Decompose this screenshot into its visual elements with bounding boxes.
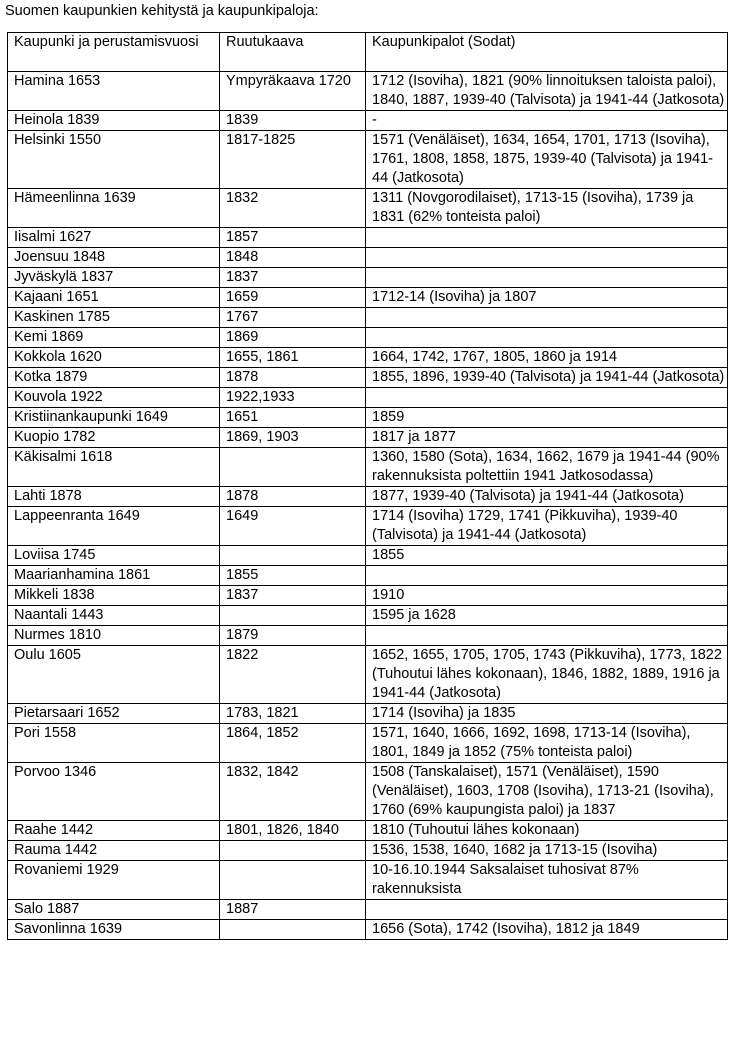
table-row xyxy=(8,626,728,646)
fires-cell: 1571, 1640, 1666, 1692, 1698, 1713-14 (Isoviha), 1801, 1849 ja 1852 (75% tonteista paloi) xyxy=(366,724,728,763)
fires-cell xyxy=(366,228,728,248)
fires-cell: 1714 (Isoviha) 1729, 1741 (Pikkuviha), 1939-40 (Talvisota) ja 1941-44 (Jatkosota) xyxy=(366,507,728,546)
city-cell: Lappeenranta 1649 xyxy=(8,507,220,546)
fires-cell: 1859 xyxy=(366,408,728,428)
fires-cell: 1664, 1742, 1767, 1805, 1860 ja 1914 xyxy=(366,348,728,368)
city-cell: Jyväskylä 1837 xyxy=(8,268,220,288)
fires-cell: 1508 (Tanskalaiset), 1571 (Venäläiset), 1590 (Venäläiset), 1603, 1708 (Isoviha), 1713-21 (Isoviha), 1760 (69% kaupungista paloi) ja 1837 xyxy=(366,763,728,821)
city-cell: Iisalmi 1627 xyxy=(8,228,220,248)
fires-cell xyxy=(366,900,728,920)
fires-cell: 1910 xyxy=(366,586,728,606)
fires-cell: 1714 (Isoviha) ja 1835 xyxy=(366,704,728,724)
grid-plan-cell: 1837 xyxy=(220,268,366,288)
column-header-fires: Kaupunkipalot (Sodat) xyxy=(366,33,728,72)
grid-plan-cell: 1837 xyxy=(220,586,366,606)
table-row xyxy=(8,900,728,920)
city-history-table xyxy=(7,32,728,940)
fires-cell: 1855, 1896, 1939-40 (Talvisota) ja 1941-44 (Jatkosota) xyxy=(366,368,728,388)
table-row xyxy=(8,328,728,348)
city-cell: Heinola 1839 xyxy=(8,111,220,131)
grid-plan-cell: 1869 xyxy=(220,328,366,348)
table-row xyxy=(8,72,728,111)
fires-cell: 1360, 1580 (Sota), 1634, 1662, 1679 ja 1941-44 (90% rakennuksista poltettiin 1941 Jatkosodassa) xyxy=(366,448,728,487)
column-header-grid-plan: Ruutukaava xyxy=(220,33,366,72)
city-cell: Kuopio 1782 xyxy=(8,428,220,448)
column-header-city: Kaupunki ja perustamisvuosi xyxy=(8,33,220,72)
city-cell: Kotka 1879 xyxy=(8,368,220,388)
fires-cell xyxy=(366,626,728,646)
grid-plan-cell: 1832 xyxy=(220,189,366,228)
grid-plan-cell: 1783, 1821 xyxy=(220,704,366,724)
city-cell: Oulu 1605 xyxy=(8,646,220,704)
page-title: Suomen kaupunkien kehitystä ja kaupunkipaloja: xyxy=(5,3,319,19)
grid-plan-cell xyxy=(220,448,366,487)
table-row xyxy=(8,268,728,288)
table-row xyxy=(8,546,728,566)
city-cell: Pori 1558 xyxy=(8,724,220,763)
fires-cell: 1855 xyxy=(366,546,728,566)
city-cell: Loviisa 1745 xyxy=(8,546,220,566)
city-cell: Savonlinna 1639 xyxy=(8,920,220,940)
grid-plan-cell xyxy=(220,861,366,900)
fires-cell: 1712-14 (Isoviha) ja 1807 xyxy=(366,288,728,308)
grid-plan-cell xyxy=(220,606,366,626)
table-row xyxy=(8,308,728,328)
table-body xyxy=(8,72,728,940)
city-cell: Pietarsaari 1652 xyxy=(8,704,220,724)
fires-cell: 1595 ja 1628 xyxy=(366,606,728,626)
table-row xyxy=(8,408,728,428)
fires-cell: 1877, 1939-40 (Talvisota) ja 1941-44 (Jatkosota) xyxy=(366,487,728,507)
city-cell: Salo 1887 xyxy=(8,900,220,920)
fires-cell: 1311 (Novgorodilaiset), 1713-15 (Isoviha), 1739 ja 1831 (62% tonteista paloi) xyxy=(366,189,728,228)
grid-plan-cell: 1659 xyxy=(220,288,366,308)
grid-plan-cell: 1922,1933 xyxy=(220,388,366,408)
fires-cell: 1712 (Isoviha), 1821 (90% linnoituksen taloista paloi), 1840, 1887, 1939-40 (Talvisota) ja 1941-44 (Jatkosota) xyxy=(366,72,728,111)
city-cell: Kajaani 1651 xyxy=(8,288,220,308)
fires-cell xyxy=(366,328,728,348)
table-row xyxy=(8,566,728,586)
city-cell: Mikkeli 1838 xyxy=(8,586,220,606)
grid-plan-cell: 1878 xyxy=(220,487,366,507)
grid-plan-cell: 1767 xyxy=(220,308,366,328)
city-cell: Hämeenlinna 1639 xyxy=(8,189,220,228)
table-row xyxy=(8,763,728,821)
fires-cell: 1571 (Venäläiset), 1634, 1654, 1701, 1713 (Isoviha), 1761, 1808, 1858, 1875, 1939-40 (Talvisota) ja 1941-44 (Jatkosota) xyxy=(366,131,728,189)
grid-plan-cell: 1879 xyxy=(220,626,366,646)
grid-plan-cell: 1839 xyxy=(220,111,366,131)
table-row xyxy=(8,248,728,268)
city-cell: Maarianhamina 1861 xyxy=(8,566,220,586)
city-cell: Lahti 1878 xyxy=(8,487,220,507)
grid-plan-cell: 1801, 1826, 1840 xyxy=(220,821,366,841)
table-row xyxy=(8,448,728,487)
fires-cell xyxy=(366,566,728,586)
grid-plan-cell: 1822 xyxy=(220,646,366,704)
table-row xyxy=(8,348,728,368)
grid-plan-cell: 1869, 1903 xyxy=(220,428,366,448)
table-row xyxy=(8,861,728,900)
fires-cell xyxy=(366,388,728,408)
grid-plan-cell xyxy=(220,546,366,566)
city-cell: Kristiinankaupunki 1649 xyxy=(8,408,220,428)
grid-plan-cell: 1887 xyxy=(220,900,366,920)
fires-cell xyxy=(366,248,728,268)
table-row xyxy=(8,288,728,308)
grid-plan-cell: 1857 xyxy=(220,228,366,248)
city-cell: Joensuu 1848 xyxy=(8,248,220,268)
fires-cell: 10-16.10.1944 Saksalaiset tuhosivat 87% rakennuksista xyxy=(366,861,728,900)
fires-cell: 1536, 1538, 1640, 1682 ja 1713-15 (Isoviha) xyxy=(366,841,728,861)
table-row xyxy=(8,821,728,841)
grid-plan-cell: 1848 xyxy=(220,248,366,268)
fires-cell: 1652, 1655, 1705, 1705, 1743 (Pikkuviha), 1773, 1822 (Tuhoutui lähes kokonaan), 1846, 1882, 1889, 1916 ja 1941-44 (Jatkosota) xyxy=(366,646,728,704)
city-cell: Raahe 1442 xyxy=(8,821,220,841)
table-row xyxy=(8,606,728,626)
table-row xyxy=(8,228,728,248)
table-row xyxy=(8,189,728,228)
table-row xyxy=(8,111,728,131)
city-cell: Kouvola 1922 xyxy=(8,388,220,408)
table-row xyxy=(8,428,728,448)
table-row xyxy=(8,487,728,507)
fires-cell xyxy=(366,308,728,328)
grid-plan-cell: 1817-1825 xyxy=(220,131,366,189)
table-row xyxy=(8,388,728,408)
city-cell: Rovaniemi 1929 xyxy=(8,861,220,900)
city-cell: Helsinki 1550 xyxy=(8,131,220,189)
table-row xyxy=(8,704,728,724)
city-cell: Kaskinen 1785 xyxy=(8,308,220,328)
table-row xyxy=(8,131,728,189)
table-row xyxy=(8,368,728,388)
fires-cell: - xyxy=(366,111,728,131)
table-row xyxy=(8,841,728,861)
city-cell: Hamina 1653 xyxy=(8,72,220,111)
grid-plan-cell: 1649 xyxy=(220,507,366,546)
grid-plan-cell: 1855 xyxy=(220,566,366,586)
city-cell: Käkisalmi 1618 xyxy=(8,448,220,487)
table-row xyxy=(8,507,728,546)
fires-cell: 1810 (Tuhoutui lähes kokonaan) xyxy=(366,821,728,841)
grid-plan-cell: 1832, 1842 xyxy=(220,763,366,821)
city-cell: Kokkola 1620 xyxy=(8,348,220,368)
fires-cell xyxy=(366,268,728,288)
city-cell: Kemi 1869 xyxy=(8,328,220,348)
table-row xyxy=(8,646,728,704)
grid-plan-cell xyxy=(220,920,366,940)
table-row xyxy=(8,586,728,606)
table-header-row xyxy=(8,33,728,72)
grid-plan-cell: 1655, 1861 xyxy=(220,348,366,368)
city-cell: Naantali 1443 xyxy=(8,606,220,626)
grid-plan-cell: 1878 xyxy=(220,368,366,388)
table-row xyxy=(8,920,728,940)
fires-cell: 1656 (Sota), 1742 (Isoviha), 1812 ja 1849 xyxy=(366,920,728,940)
city-cell: Porvoo 1346 xyxy=(8,763,220,821)
grid-plan-cell xyxy=(220,841,366,861)
grid-plan-cell: Ympyräkaava 1720 xyxy=(220,72,366,111)
table-row xyxy=(8,724,728,763)
grid-plan-cell: 1864, 1852 xyxy=(220,724,366,763)
grid-plan-cell: 1651 xyxy=(220,408,366,428)
city-cell: Rauma 1442 xyxy=(8,841,220,861)
fires-cell: 1817 ja 1877 xyxy=(366,428,728,448)
city-cell: Nurmes 1810 xyxy=(8,626,220,646)
